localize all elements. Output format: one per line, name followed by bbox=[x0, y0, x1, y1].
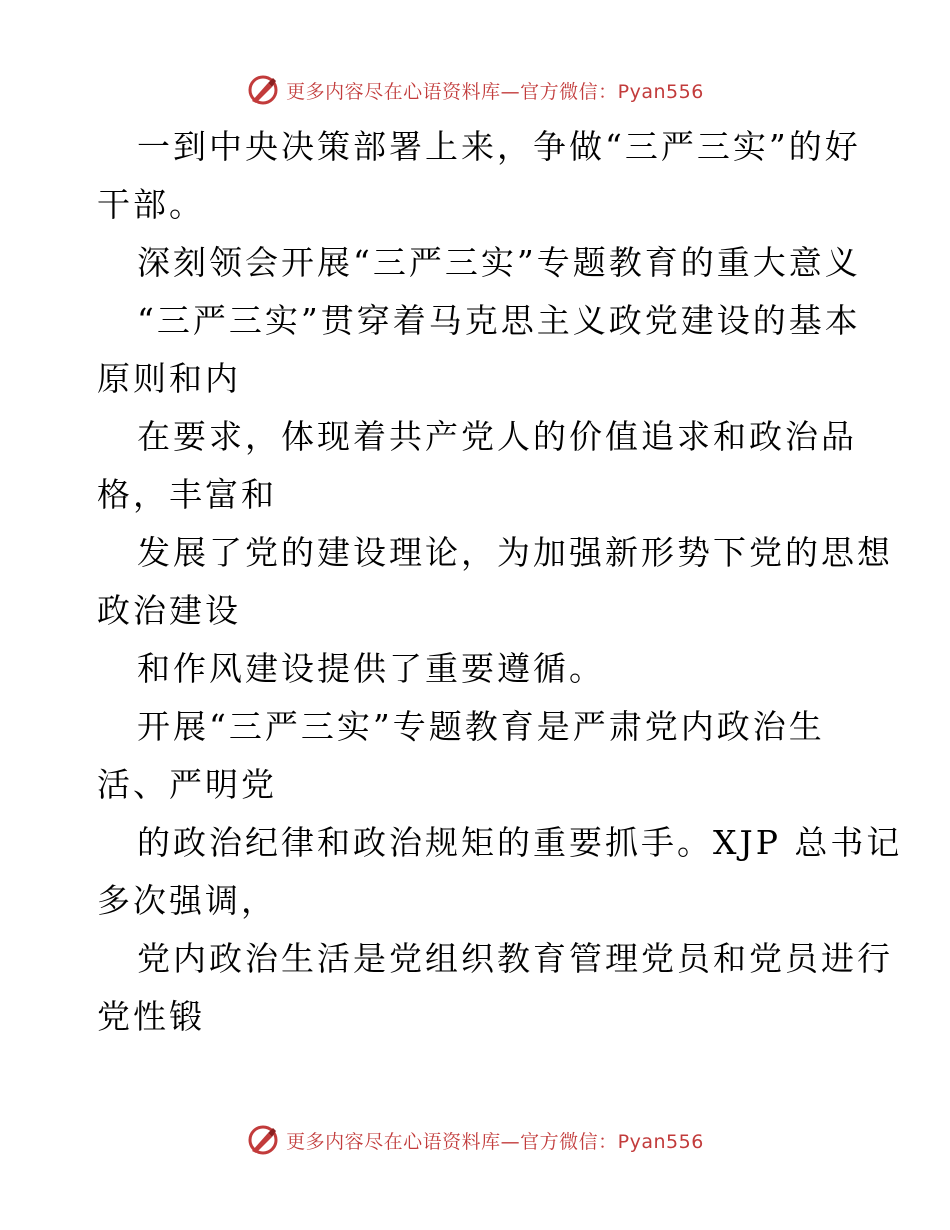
text-line: 一到中央决策部署上来，争做“三严三实”的好 bbox=[137, 127, 861, 166]
text-line: 在要求，体现着共产党人的价值追求和政治品 bbox=[137, 417, 857, 456]
text-line: 格，丰富和 bbox=[97, 475, 277, 514]
header-watermark bbox=[0, 70, 950, 110]
text-line: 活、严明党 bbox=[97, 765, 277, 804]
text-line: 原则和内 bbox=[97, 359, 241, 398]
text-line: 党性锻 bbox=[97, 997, 205, 1036]
text-line: 的政治纪律和政治规矩的重要抓手。XJP 总书记 bbox=[137, 823, 903, 862]
text-line: 干部。 bbox=[97, 185, 205, 224]
watermark-text: 更多内容尽在心语资料库—官方微信：Pyan556 bbox=[286, 80, 704, 103]
text-line: 政治建设 bbox=[97, 591, 241, 630]
pen-swirl-logo-icon bbox=[246, 73, 280, 107]
watermark-text: 更多内容尽在心语资料库—官方微信：Pyan556 bbox=[286, 1130, 704, 1153]
text-line: 深刻领会开展“三严三实”专题教育的重大意义 bbox=[137, 243, 861, 282]
text-line: “三严三实”贯穿着马克思主义政党建设的基本 bbox=[137, 301, 861, 340]
text-line: 多次强调， bbox=[97, 881, 277, 920]
text-line: 发展了党的建设理论，为加强新形势下党的思想 bbox=[137, 533, 893, 572]
text-line: 开展“三严三实”专题教育是严肃党内政治生 bbox=[137, 707, 825, 746]
footer-watermark bbox=[0, 1120, 950, 1160]
document-body bbox=[97, 118, 903, 1046]
text-line: 党内政治生活是党组织教育管理党员和党员进行 bbox=[137, 939, 893, 978]
text-line: 和作风建设提供了重要遵循。 bbox=[137, 649, 605, 688]
pen-swirl-logo-icon bbox=[246, 1123, 280, 1157]
